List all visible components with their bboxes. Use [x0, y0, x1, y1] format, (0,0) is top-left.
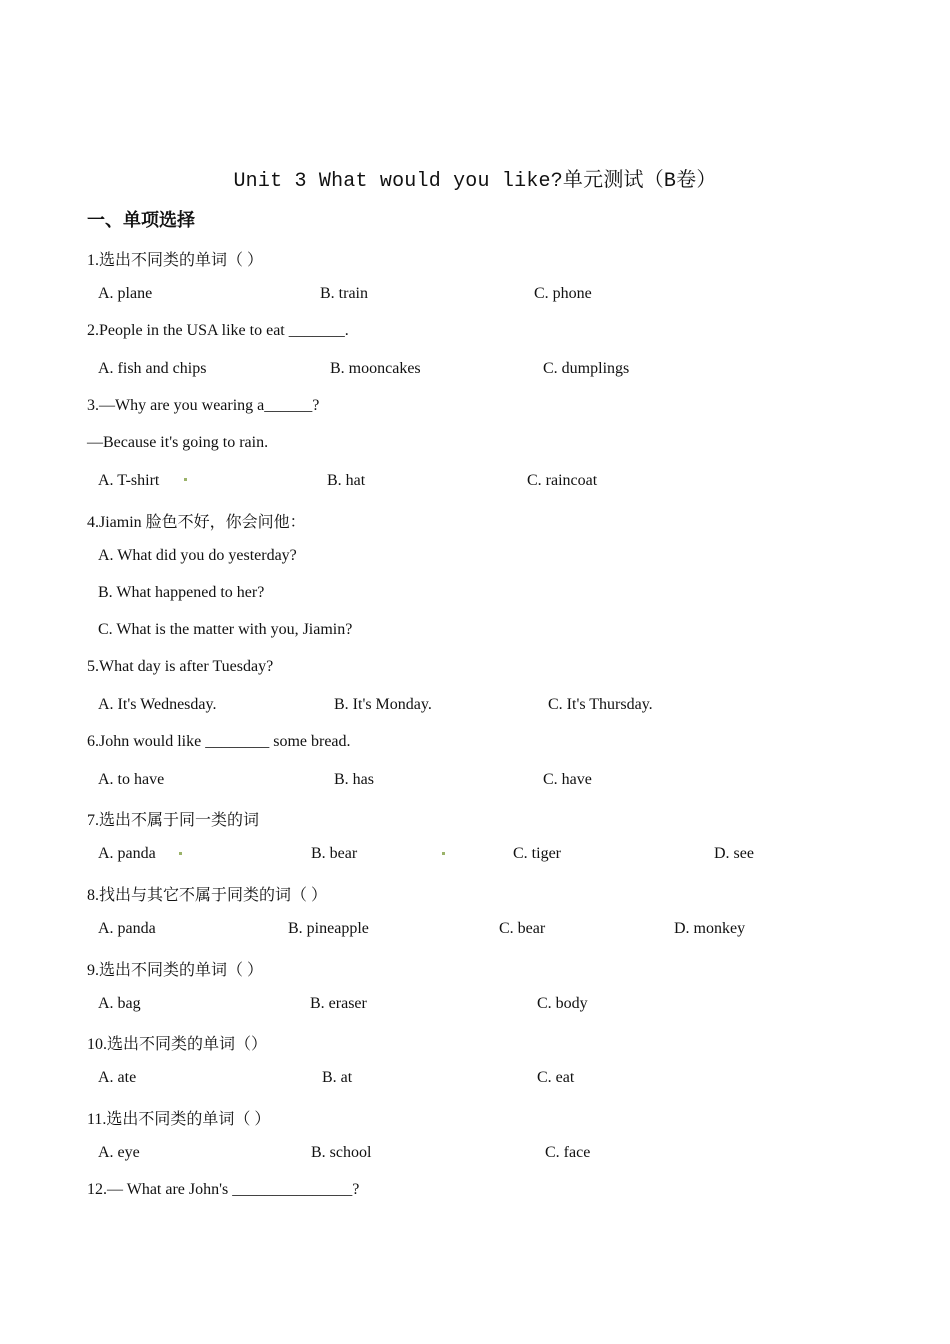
question-6-option-b: B. has: [334, 771, 374, 788]
question-1-stem: 1.选出不同类的单词（ ）: [87, 252, 264, 269]
question-9-option-a: A. bag: [98, 995, 141, 1012]
question-2-option-a: A. fish and chips: [98, 360, 207, 377]
question-3-stem: 3.—Why are you wearing a______?: [87, 397, 320, 414]
section-heading: 一、单项选择: [87, 210, 195, 231]
question-5-option-a: A. It's Wednesday.: [98, 696, 217, 713]
question-9-option-b: B. eraser: [310, 995, 367, 1012]
question-8-option-d: D. monkey: [674, 920, 746, 937]
question-10-option-a: A. ate: [98, 1069, 137, 1086]
question-9-option-c: C. body: [537, 995, 588, 1012]
question-10-option-c: C. eat: [537, 1069, 575, 1086]
question-4-option-b: B. What happened to her?: [98, 584, 265, 601]
question-6-stem: 6.John would like ________ some bread.: [87, 733, 351, 750]
question-10-stem: 10.选出不同类的单词（）: [87, 1036, 268, 1053]
question-11-stem: 11.选出不同类的单词（ ）: [87, 1111, 271, 1128]
question-4-stem: 4.Jiamin 脸色不好，你会问他：: [87, 514, 306, 531]
question-4-option-c: C. What is the matter with you, Jiamin?: [98, 621, 353, 638]
question-11-option-a: A. eye: [98, 1144, 140, 1161]
question-10-option-b: B. at: [322, 1069, 353, 1086]
question-2-stem: 2.People in the USA like to eat _______.: [87, 322, 349, 339]
question-8-option-a: A. panda: [98, 920, 156, 937]
question-7-option-d: D. see: [714, 845, 754, 862]
question-1-option-c: C. phone: [534, 285, 592, 302]
question-5-option-b: B. It's Monday.: [334, 696, 432, 713]
question-7-option-c: C. tiger: [513, 845, 561, 862]
question-4-option-a: A. What did you do yesterday?: [98, 547, 297, 564]
question-5-stem: 5.What day is after Tuesday?: [87, 658, 274, 675]
question-6-option-c: C. have: [543, 771, 592, 788]
question-7-option-a: A. panda: [98, 845, 156, 862]
speck-mark: [184, 478, 187, 481]
question-8-option-b: B. pineapple: [288, 920, 369, 937]
question-3-answer-line: —Because it's going to rain.: [87, 434, 269, 451]
question-1-option-a: A. plane: [98, 285, 153, 302]
question-2-option-b: B. mooncakes: [330, 360, 421, 377]
page-title: Unit 3 What would you like?单元测试（B卷）: [233, 170, 717, 193]
question-5-option-c: C. It's Thursday.: [548, 696, 653, 713]
question-3-option-b: B. hat: [327, 472, 366, 489]
question-3-option-a: A. T-shirt: [98, 472, 160, 489]
question-8-option-c: C. bear: [499, 920, 546, 937]
question-12-stem: 12.— What are John's _______________?: [87, 1181, 360, 1198]
speck-mark: [179, 852, 182, 855]
question-7-stem: 7.选出不属于同一类的词: [87, 812, 260, 829]
speck-mark: [442, 852, 445, 855]
question-1-option-b: B. train: [320, 285, 368, 302]
question-6-option-a: A. to have: [98, 771, 165, 788]
question-9-stem: 9.选出不同类的单词（ ）: [87, 962, 264, 979]
question-11-option-b: B. school: [311, 1144, 372, 1161]
question-8-stem: 8.找出与其它不属于同类的词（ ）: [87, 887, 328, 904]
question-3-option-c: C. raincoat: [527, 472, 598, 489]
question-11-option-c: C. face: [545, 1144, 591, 1161]
question-7-option-b: B. bear: [311, 845, 358, 862]
question-2-option-c: C. dumplings: [543, 360, 630, 377]
